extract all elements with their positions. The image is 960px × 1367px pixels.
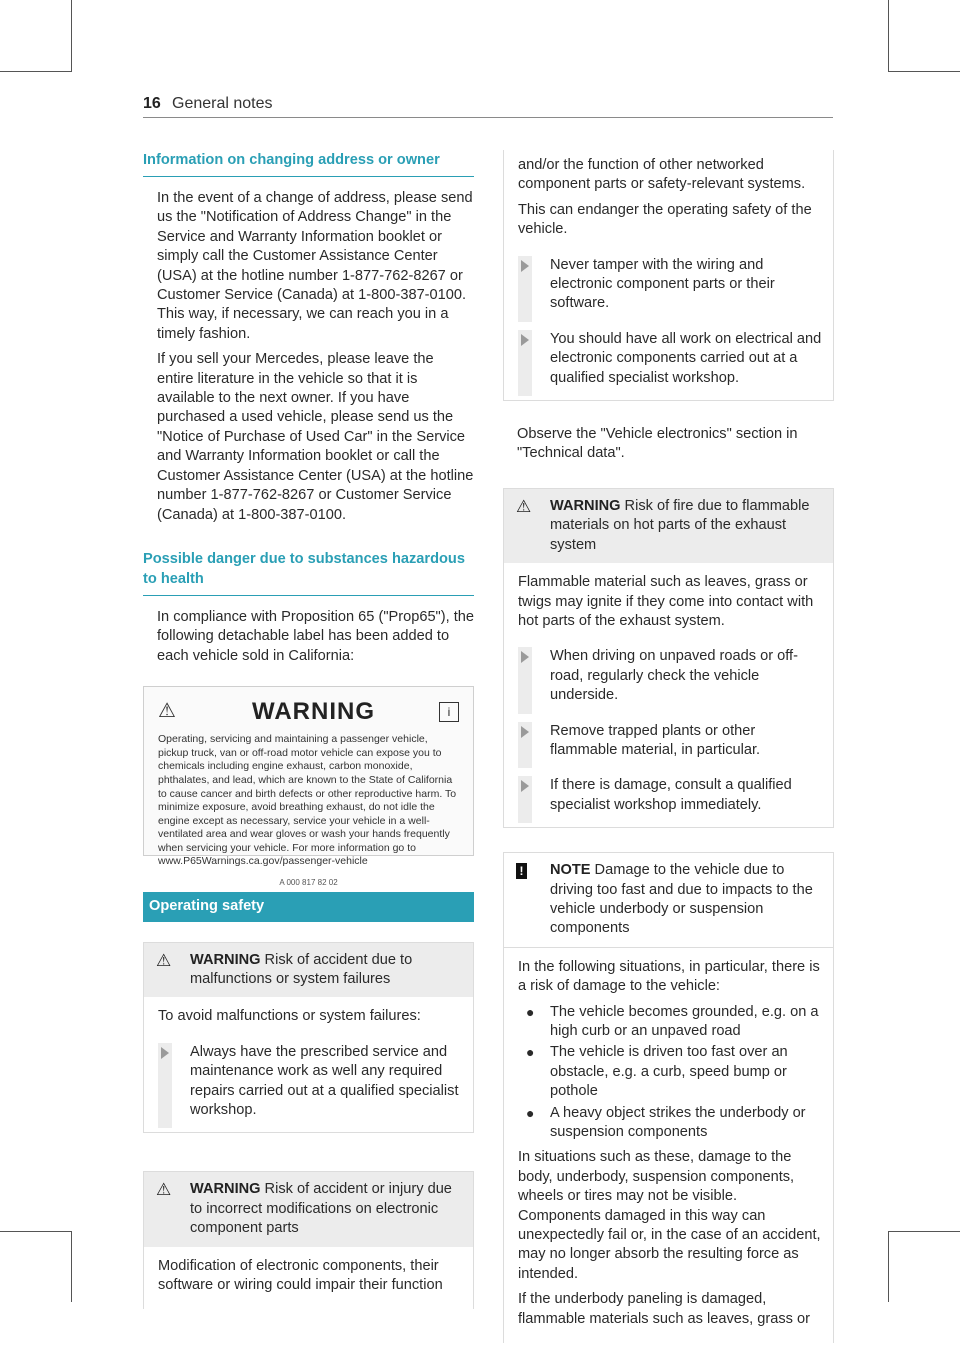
note-box <box>503 852 834 1343</box>
label-body: Operating, servicing and maintaining a passenger vehicle, pickup truck, van or off-road motor vehicle can expose you to chemicals including engine exhaust, carbon monoxide, phthalates, and lead, which are known to the State of California to cause cancer and birth defects or other reproductive harm. To minimize exposure, avoid breathing exhaust, do not idle the engine except as necessary, service your vehicle in a well-ventilated area and wear gloves or wash your hands frequently when servicing your vehicle. For more information go to www.P65Warnings.ca.gov/passenger-vehicle <box>158 733 457 868</box>
crop-mark <box>71 0 72 72</box>
paragraph: and/or the function of other networked component parts or safety-relevant systems. <box>518 157 806 193</box>
section-band-operating-safety: Operating safety <box>143 892 474 921</box>
left-column <box>143 150 474 1333</box>
header-rule <box>143 117 833 118</box>
action-text: You should have all work on electrical and electronic components carried out at a qualified specialist workshop. <box>550 330 822 386</box>
action-item <box>518 776 823 815</box>
warning-box-continued <box>503 150 834 401</box>
label-title: WARNING <box>252 698 375 726</box>
note-text: Damage to the vehicle due to driving too fast and due to impacts to the vehicle underbody or suspension components <box>550 862 813 937</box>
action-text: Always have the prescribed service and maintenance work as well any required repairs carried out at a qualified specialist workshop. <box>190 1043 459 1118</box>
warning-body: To avoid malfunctions or system failures: <box>158 1008 421 1025</box>
crop-mark <box>888 0 889 72</box>
action-text: Never tamper with the wiring and electronic component parts or their software. <box>550 256 775 312</box>
warning-label: WARNING <box>190 1181 261 1198</box>
paragraph: This can endanger the operating safety of the vehicle. <box>518 201 812 238</box>
warning-triangle-icon: ⚠ <box>156 950 172 970</box>
action-item <box>518 330 823 388</box>
paragraph: In situations such as these, damage to the body, underbody, suspension components, wheels or tires may not be visible. Components damaged in this way can unexpectedly fail or, in the case of an accident, may no longer absorb the resulting force as intended. <box>518 1149 821 1282</box>
crop-mark <box>0 1231 72 1232</box>
warning-text: Risk of accident or injury due to incorrect modifications on electronic component parts <box>190 1181 452 1237</box>
arrow-icon <box>521 260 529 272</box>
warning-triangle-icon: ⚠ <box>516 496 532 516</box>
action-text: When driving on unpaved roads or off-road, regularly check the vehicle underside. <box>550 648 798 704</box>
note-intro: In the following situations, in particular, there is a risk of damage to the vehicle: <box>518 958 820 995</box>
arrow-icon <box>161 1047 169 1059</box>
label-code: A 000 817 82 02 <box>279 878 338 888</box>
warning-box <box>143 1171 474 1309</box>
warning-body: Modification of electronic components, their software or wiring could impair their function <box>158 1257 443 1293</box>
arrow-icon <box>521 726 529 738</box>
warning-triangle-icon: ⚠ <box>158 700 176 723</box>
page-header-title: General notes <box>172 95 273 112</box>
paragraph: If you sell your Mercedes, please leave the entire literature in the vehicle so that it is available to the next owner. If you have purchased a used vehicle, please send us the "Notice of Purchase of Used Car" in the Service and Warranty Information booklet or call the Customer Assistance Center (USA) at the hotline number 1-877-762-8267 or Customer Service (Canada) at 1-800-387-0100. <box>157 351 474 523</box>
crop-mark <box>0 71 72 72</box>
paragraph: In compliance with Proposition 65 ("Prop65"), the following detachable label has been added to each vehicle sold in California: <box>157 608 474 664</box>
right-column <box>503 150 834 1367</box>
paragraph: If the underbody paneling is damaged, flammable materials such as leaves, grass or <box>518 1291 810 1327</box>
arrow-icon <box>521 334 529 346</box>
list-item: ● The vehicle is driven too fast over an obstacle, e.g. a curb, speed bump or pothole <box>526 1044 788 1100</box>
warning-triangle-icon: ⚠ <box>156 1180 172 1200</box>
list-item: ● A heavy object strikes the underbody or suspension components <box>526 1104 806 1141</box>
action-text: Remove trapped plants or other flammable material, in particular. <box>550 722 761 758</box>
list-item: ● The vehicle becomes grounded, e.g. on a high curb or an unpaved road <box>526 1003 819 1039</box>
paragraph: In the event of a change of address, please send us the "Notification of Address Change" in the Service and Warranty Information booklet or simply call the Customer Assistance Center (USA) at the hotline number 1-877-762-8267 or Customer Service (Canada) at 1-800-387-0100. This way, if necessary, we can reach you in a timely fashion. <box>157 190 473 342</box>
crop-mark <box>888 71 960 72</box>
crop-mark <box>71 1231 72 1302</box>
section-heading-hazardous: Possible danger due to substances hazardous to health <box>143 549 474 596</box>
crop-mark <box>888 1231 960 1232</box>
prop65-label-image <box>143 686 474 888</box>
arrow-icon <box>521 780 529 792</box>
note-label: NOTE <box>550 862 591 879</box>
action-item <box>158 1043 463 1121</box>
paragraph: Observe the "Vehicle electronics" section in "Technical data". <box>517 426 798 462</box>
action-item <box>518 256 823 314</box>
warning-box <box>503 488 834 828</box>
warning-label: WARNING <box>190 951 261 968</box>
notice-icon: ! <box>516 861 550 939</box>
page-number: 16 <box>143 95 161 112</box>
warning-text: Risk of fire due to flammable materials on hot parts of the exhaust system <box>550 497 810 553</box>
warning-label: WARNING <box>550 497 621 514</box>
bullet-list <box>518 1003 823 1143</box>
warning-body: Flammable material such as leaves, grass or twigs may ignite if they come into contact with hot parts of the exhaust system. <box>518 574 814 629</box>
section-heading-address: Information on changing address or owner <box>143 150 474 177</box>
crop-mark <box>888 1231 889 1302</box>
action-item <box>518 647 823 705</box>
action-text: If there is damage, consult a qualified specialist workshop immediately. <box>550 777 792 813</box>
arrow-icon <box>521 651 529 663</box>
warning-box <box>143 942 474 1134</box>
warning-text: Risk of accident due to malfunctions or system failures <box>190 951 413 987</box>
action-item <box>518 722 823 761</box>
manual-book-icon: i <box>439 702 459 722</box>
